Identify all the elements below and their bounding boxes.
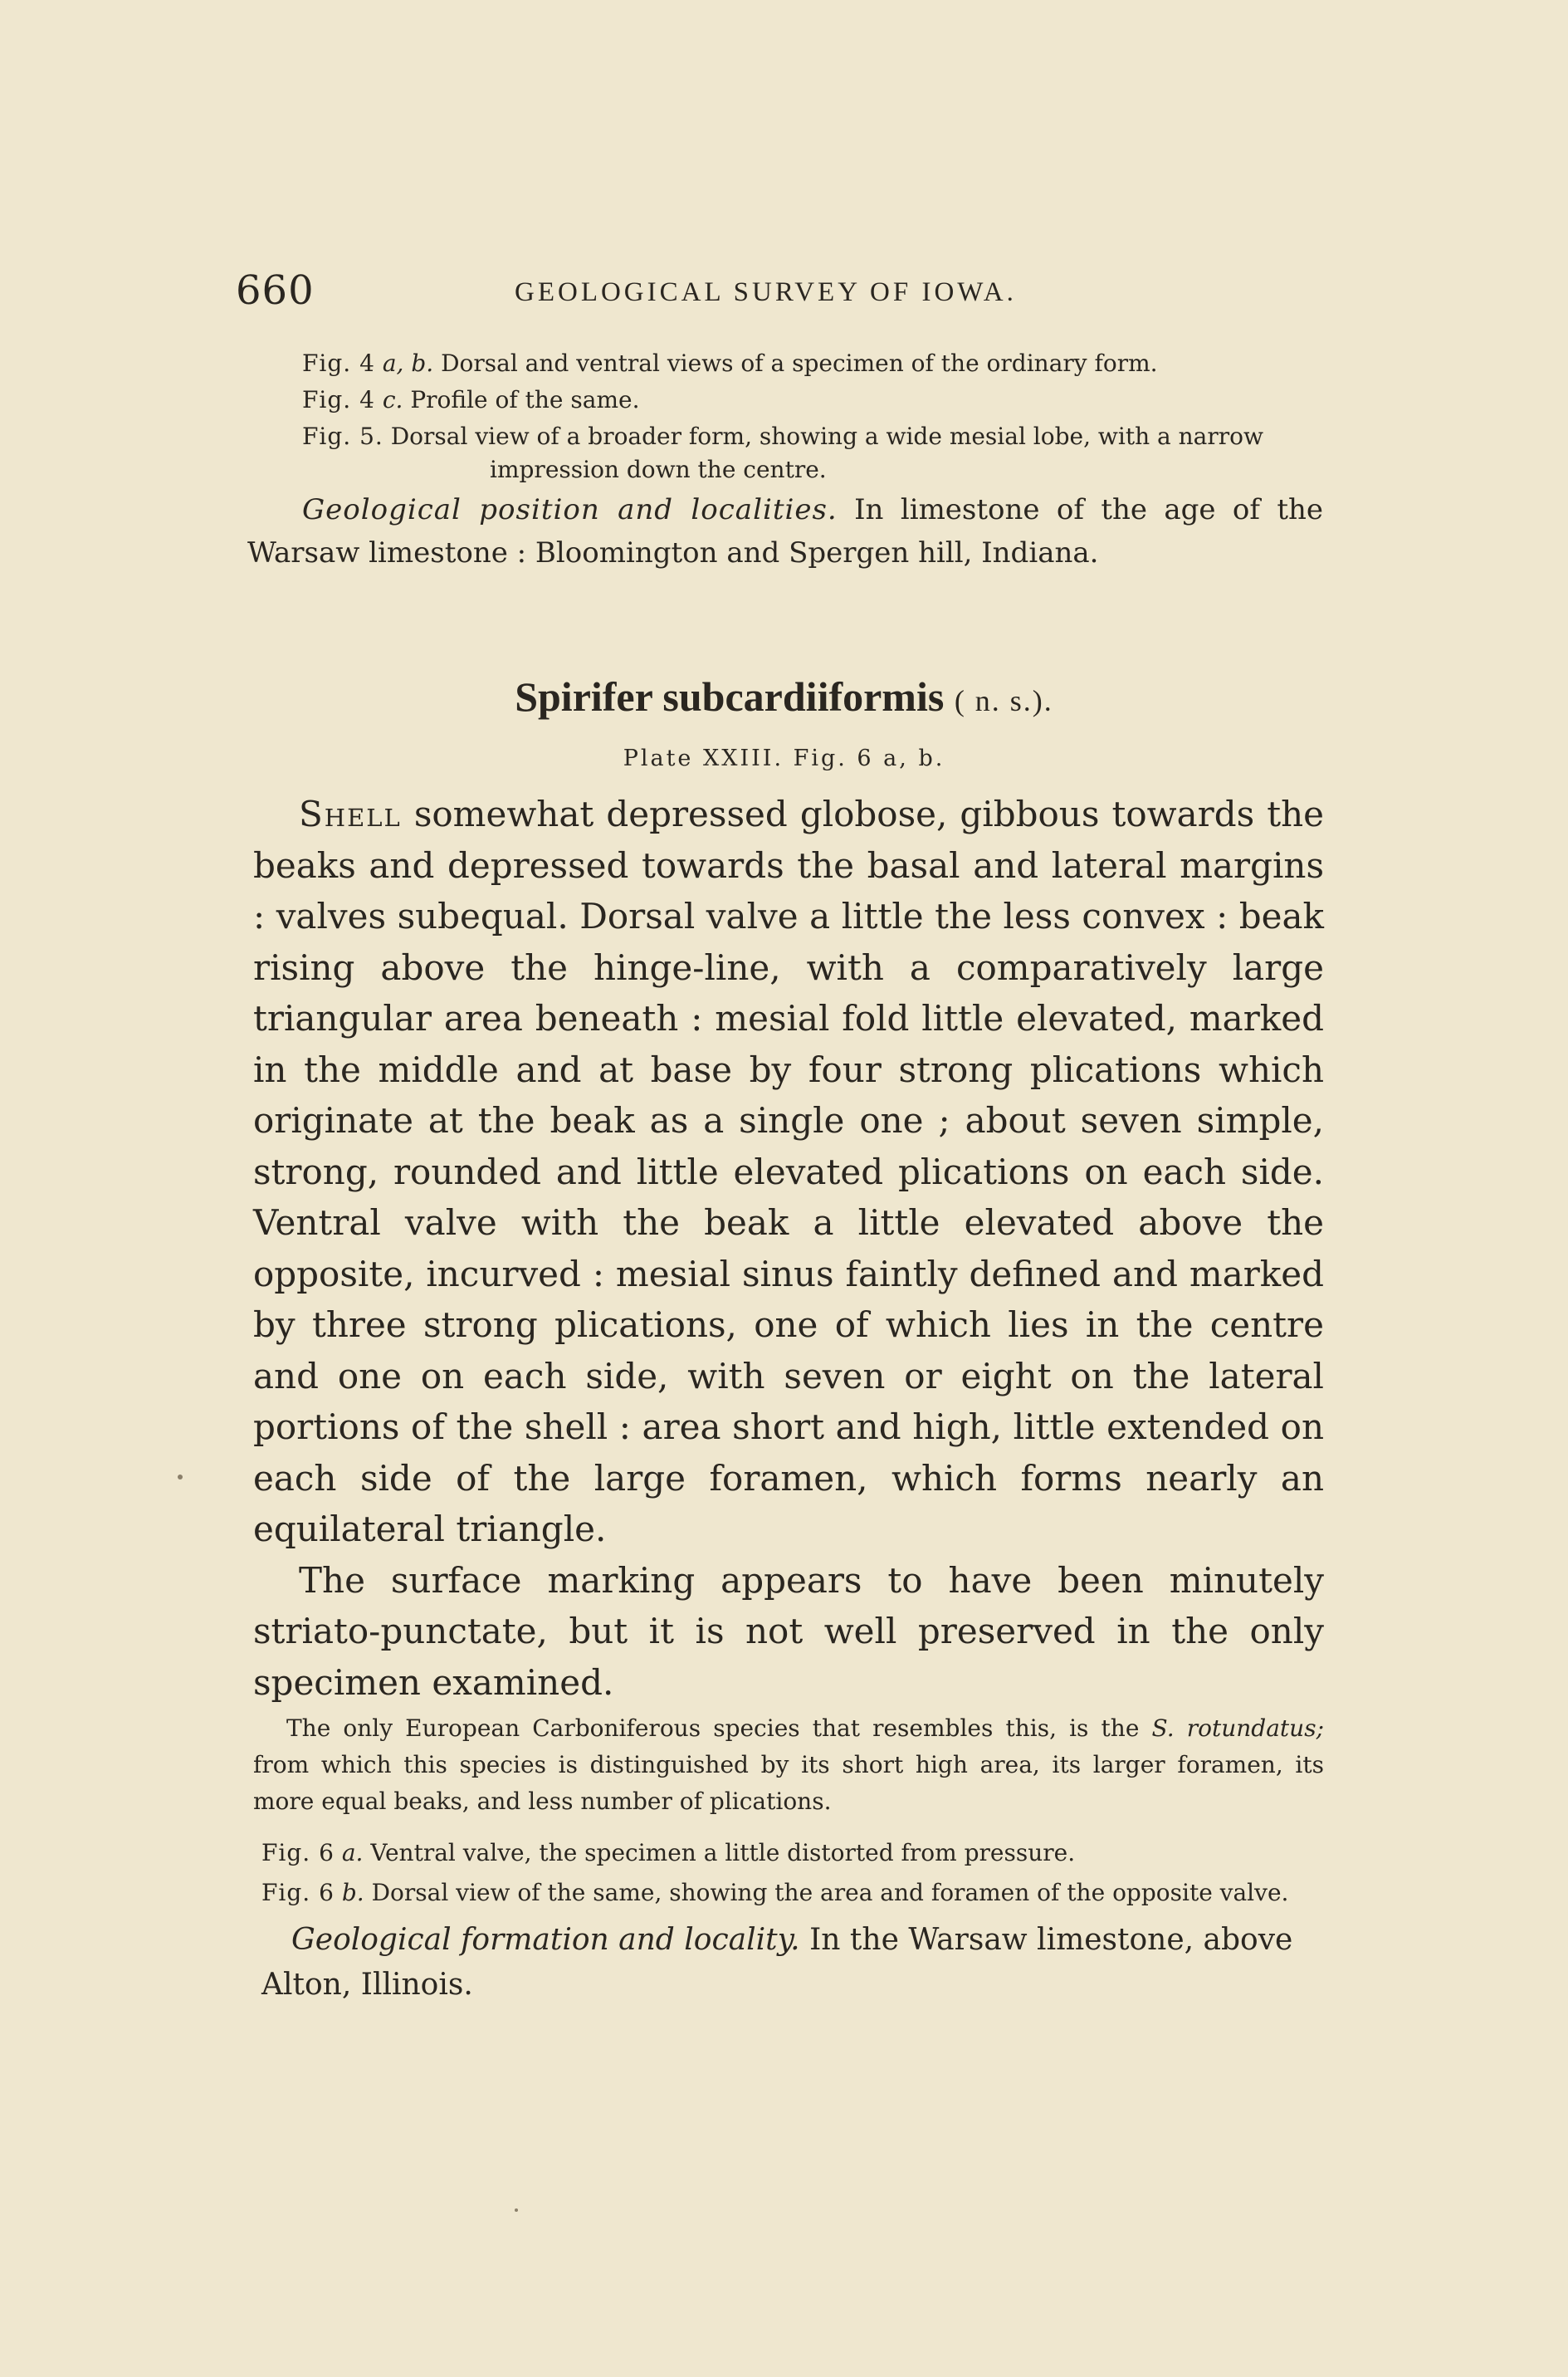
page-number: 660 (236, 267, 315, 314)
top-figure-captions (247, 345, 1323, 485)
description-text: somewhat depressed globose, gibbous towards the beaks and depressed towards the basal and lateral margins : valves subequal. Dorsal valve a little the less convex : beak rising above the hinge-line, with a comparatively large triangular area beneath : mesial fold little elevated, marked in the middle and at base by four strong plications which originate at the beak as a single one ; about seven simple, strong, rounded and little elevated plications on each side. Ventral valve with the beak a little elevated above the opposite, incurved : mesial sinus faintly defined and marked by three strong plications, one of which lies in the centre and one on each side, with seven or eight on the lateral portions of the shell : area short and high, little extended on each side of the large foramen, which forms nearly an equilateral triangle. (253, 794, 1324, 1549)
species-description (253, 789, 1324, 1708)
figure-label: Fig. 6 (261, 1839, 335, 1866)
geo-position-heading: Geological position and localities. (302, 493, 838, 526)
figure-caption (261, 1833, 1332, 1873)
figure-ref: b. (341, 1879, 364, 1906)
geological-position (247, 488, 1323, 575)
remark-after: from which this species is distinguished by its short high area, its larger foramen, its more equal beaks, and less number of plications. (253, 1751, 1324, 1815)
figure-caption (247, 382, 1323, 418)
page-blemish (178, 1475, 183, 1480)
geo-position-text: In limestone of the age of the Warsaw limestone : Bloomington and Spergen hill, Indiana. (247, 493, 1324, 570)
lead-word: Shell (299, 794, 402, 834)
figure-ref: a. (341, 1839, 364, 1866)
figure-continuation: impression down the centre. (490, 456, 827, 483)
figure-caption (261, 1873, 1332, 1913)
geo-formation-heading: Geological formation and locality. (291, 1923, 800, 1957)
comparison-remark (253, 1710, 1324, 1820)
figure-caption (247, 418, 1323, 485)
figure-text: Dorsal and ventral views of a specimen of the ordinary form. (441, 350, 1158, 377)
page-blemish (515, 2208, 518, 2212)
species-title (0, 673, 1568, 721)
figure-text: Dorsal view of a broader form, showing a wide mesial lobe, with a narrow (390, 423, 1263, 450)
figure-label: Fig. 6 (261, 1879, 335, 1906)
bottom-figure-captions (261, 1833, 1332, 1913)
description-text: The surface marking appears to have been minutely striato-punctate, but it is not well preserved in the only specimen examined. (253, 1559, 1324, 1703)
geological-formation (261, 1918, 1332, 2008)
running-title: GEOLOGICAL SURVEY OF IOWA. (515, 277, 1017, 307)
figure-text: Dorsal view of the same, showing the area and foramen of the opposite valve. (371, 1879, 1289, 1906)
figure-ref: c. (382, 386, 403, 413)
figure-label: Fig. 4 (302, 350, 375, 377)
page-header (236, 267, 1315, 317)
geo-formation-text: In the Warsaw limestone, above Alton, Illinois. (261, 1923, 1293, 2002)
figure-text: Profile of the same. (410, 386, 640, 413)
figure-label: Fig. 4 (302, 386, 375, 413)
figure-text: Ventral valve, the specimen a little distorted from pressure. (370, 1839, 1076, 1866)
figure-ref: a, b. (382, 350, 434, 377)
remark-before: The only European Carboniferous species that resembles this, is the (286, 1714, 1140, 1742)
remark-species-ref: S. rotundatus; (1151, 1714, 1324, 1742)
description-paragraph (253, 789, 1324, 1555)
species-name: Spirifer subcardiiformis (515, 673, 945, 720)
description-paragraph (253, 1555, 1324, 1709)
species-status: ( n. s.). (954, 684, 1053, 717)
figure-caption (247, 345, 1323, 382)
figure-label: Fig. 5. (302, 423, 383, 450)
plate-reference: Plate XXIII. Fig. 6 a, b. (623, 746, 945, 771)
